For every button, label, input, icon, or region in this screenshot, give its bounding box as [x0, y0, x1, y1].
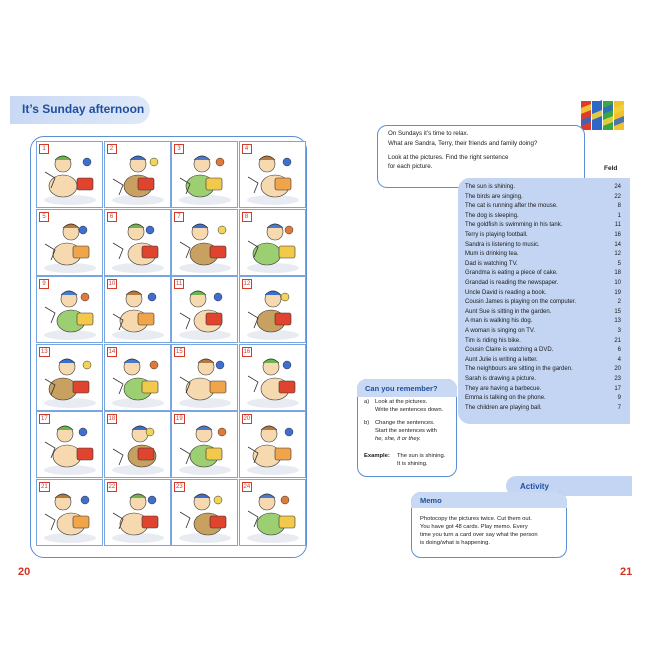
stamp-icon	[580, 100, 625, 131]
sentence-field-number: 9	[617, 395, 621, 402]
sentence-text: The sun is shining.	[465, 184, 516, 190]
remember-example-line-1: The sun is shining.	[397, 453, 446, 459]
intro-line-1: On Sundays it’s time to relax.	[388, 130, 469, 137]
sentence-row	[465, 289, 625, 297]
picture-card-birds-singing	[239, 411, 306, 478]
sentence-row	[465, 346, 625, 354]
picture-card-man-accordion	[239, 276, 306, 343]
picture-number: 23	[176, 483, 183, 490]
sentence-text: The dog is sleeping.	[465, 212, 519, 219]
sentence-field-number: 23	[614, 376, 621, 382]
sentence-row	[465, 308, 625, 316]
picture-number: 14	[108, 348, 116, 355]
sentence-row	[465, 356, 625, 364]
sentence-row	[465, 298, 625, 306]
sentence-text: Cousin Claire is watching a DVD.	[465, 347, 554, 354]
memo-title: Memo	[420, 496, 442, 505]
sentence-field-number: 5	[617, 260, 621, 267]
picture-number: 17	[41, 416, 48, 422]
sentence-row	[465, 212, 625, 220]
sentence-text: A woman is singing on TV.	[465, 328, 536, 334]
picture-number: 12	[243, 281, 251, 287]
sentence-field-number: 4	[617, 356, 621, 363]
page-number-left: 20	[18, 566, 31, 578]
sentence-field-number: 13	[614, 318, 621, 325]
sentence-field-number: 7	[617, 404, 621, 411]
sentence-text: The goldfish is swimming in his tank.	[465, 222, 563, 229]
sentence-field-number: 8	[617, 203, 621, 210]
sentence-field-number: 22	[614, 193, 621, 200]
sentence-row	[465, 337, 625, 345]
picture-number: 9	[39, 279, 49, 289]
remember-b-label: b)	[364, 420, 370, 426]
picture-card-cat-running-mouse	[171, 209, 238, 276]
picture-number: 21	[41, 483, 48, 490]
sentence-row	[465, 279, 625, 287]
picture-card-people-playing-football	[36, 411, 103, 478]
sentence-text: Uncle David is reading a book.	[465, 289, 547, 296]
remember-a-line-1: Look at the pictures.	[375, 399, 428, 405]
sentence-field-number: 12	[614, 251, 621, 258]
picture-number: 5	[39, 212, 49, 222]
picture-number: 3	[174, 144, 184, 154]
remember-example-label: Example:	[364, 453, 390, 459]
sentence-row	[465, 385, 625, 393]
sentence-text: The children are playing ball.	[465, 404, 542, 411]
intro-line-3: Look at the pictures. Find the right sentence	[388, 154, 509, 161]
sentence-field-number: 20	[614, 366, 621, 373]
sentence-field-number: 1	[617, 212, 621, 219]
sentence-row	[465, 202, 625, 210]
picture-number: 8	[242, 212, 252, 222]
sentence-row	[465, 241, 625, 249]
picture-number: 10	[108, 281, 116, 287]
picture-card-goldfish-bowl	[239, 479, 306, 546]
picture-card-man-on-tv	[239, 141, 306, 208]
picture-number: 2	[107, 144, 117, 154]
sentence-text: Grandma is eating a piece of cake.	[465, 270, 558, 277]
sentence-text: Sarah is drawing a picture.	[465, 376, 537, 382]
sentence-field-number: 19	[614, 289, 621, 296]
sentence-text: The neighbours are sitting in the garden.	[465, 366, 573, 373]
sentence-text: Aunt Sue is sitting in the garden.	[465, 308, 552, 315]
sentence-row	[465, 183, 625, 191]
sentence-row	[465, 394, 625, 402]
sentence-text: They are having a barbecue.	[465, 385, 542, 392]
sentence-text: The cat is running after the mouse.	[465, 203, 558, 210]
page-number-right: 21	[620, 566, 633, 578]
sentence-row	[465, 260, 625, 268]
picture-number: 20	[243, 416, 251, 422]
activity-label: Activity	[520, 482, 549, 491]
picture-card-man-walking-dog	[104, 479, 171, 546]
picture-card-woman-gardening	[239, 344, 306, 411]
memo-line-1: Photocopy the pictures twice. Cut them out.	[420, 516, 532, 522]
sentence-field-number: 10	[614, 280, 621, 286]
sentence-row	[465, 327, 625, 335]
picture-card-woman-drinking-tea	[36, 209, 103, 276]
picture-card-man-headphones	[171, 344, 238, 411]
sentence-row	[465, 193, 625, 201]
sentence-text: Grandad is reading the newspaper.	[465, 280, 559, 286]
sentence-row	[465, 221, 625, 229]
sentence-text: Emma is talking on the phone.	[465, 395, 546, 402]
picture-number: 24	[243, 483, 251, 490]
sentence-row	[465, 231, 625, 239]
picture-number: 6	[107, 212, 117, 222]
sentence-row	[465, 365, 625, 373]
picture-card-girl-writing-letter	[104, 276, 171, 343]
remember-a-line-2: Write the sentences down.	[375, 407, 444, 413]
remember-b-line-1: Change the sentences.	[375, 420, 435, 426]
sentence-field-number: 14	[614, 241, 621, 248]
picture-card-children-playing-ball	[171, 411, 238, 478]
memo-line-3: time you turn a card over say what the person	[420, 532, 538, 538]
sentence-text: The birds are singing.	[465, 193, 523, 200]
sentence-field-number: 18	[614, 270, 621, 277]
picture-card-barbecue	[104, 411, 171, 478]
sentence-row	[465, 375, 625, 383]
sentence-field-number: 17	[614, 385, 621, 392]
memo-line-2: You have got 48 cards. Play memo. Every	[420, 524, 528, 530]
picture-card-girl-drawing	[171, 479, 238, 546]
intro-line-2: What are Sandra, Terry, their friends and family doing?	[388, 140, 538, 147]
sentence-row	[465, 250, 625, 258]
sentence-field-number: 21	[614, 337, 621, 344]
picture-card-dog-sleeping	[104, 209, 171, 276]
sentence-row	[465, 269, 625, 277]
sentence-text: Cousin James is playing on the computer.	[465, 299, 577, 306]
picture-card-sun-shining	[36, 479, 103, 546]
picture-number: 18	[108, 416, 116, 422]
picture-number: 4	[242, 144, 252, 154]
memo-line-4: is doing/what is happening.	[420, 540, 490, 546]
picture-card-woman-on-phone	[104, 141, 171, 208]
feld-header: Feld	[604, 165, 618, 172]
picture-number: 22	[108, 483, 116, 490]
page-title: It’s Sunday afternoon	[22, 102, 145, 116]
picture-card-dvd-watching	[171, 141, 238, 208]
sentence-text: Aunt Julie is writing a letter.	[465, 356, 538, 363]
sentence-text: Tim is riding his bike.	[465, 337, 521, 344]
picture-card-boy-riding-bike	[171, 276, 238, 343]
sentence-row	[465, 317, 625, 325]
remember-title: Can you remember?	[365, 384, 438, 393]
picture-number: 7	[174, 212, 184, 222]
picture-card-man-reading-newspaper	[239, 209, 306, 276]
sentence-field-number: 2	[617, 299, 621, 306]
picture-number: 19	[176, 416, 183, 422]
sentence-field-number: 24	[614, 184, 621, 190]
intro-line-4: for each picture.	[388, 163, 433, 170]
remember-a-label: a)	[364, 399, 370, 405]
picture-card-boy-computer	[104, 344, 171, 411]
sentence-field-number: 16	[614, 232, 621, 238]
picture-card-grandma-eating-cake	[36, 276, 103, 343]
picture-number: 16	[243, 348, 251, 355]
sentence-text: Terry is playing football.	[465, 232, 528, 238]
sentence-text: Dad is watching TV.	[465, 260, 518, 267]
sentence-field-number: 15	[614, 308, 621, 315]
picture-number: 13	[41, 348, 48, 355]
remember-b-line-2: Start the sentences with	[375, 428, 437, 434]
picture-number: 15	[176, 348, 183, 355]
remember-example-line-2: It is shining.	[397, 461, 428, 467]
sentence-text: Sandra is listening to music.	[465, 241, 540, 248]
sentence-field-number: 6	[617, 347, 621, 354]
picture-number: 11	[176, 281, 183, 287]
sentence-field-number: 11	[614, 222, 621, 229]
remember-b-line-3: he, she, it or they.	[375, 436, 421, 442]
sentence-row	[465, 404, 625, 412]
sentence-text: Mum is drinking tea.	[465, 251, 519, 258]
picture-card-boy-reading-book	[36, 344, 103, 411]
sentence-text: A man is walking his dog.	[465, 318, 533, 325]
sentence-field-number: 3	[617, 328, 621, 334]
picture-number: 1	[39, 144, 49, 154]
picture-card-boy-kicking-ball	[36, 141, 103, 208]
